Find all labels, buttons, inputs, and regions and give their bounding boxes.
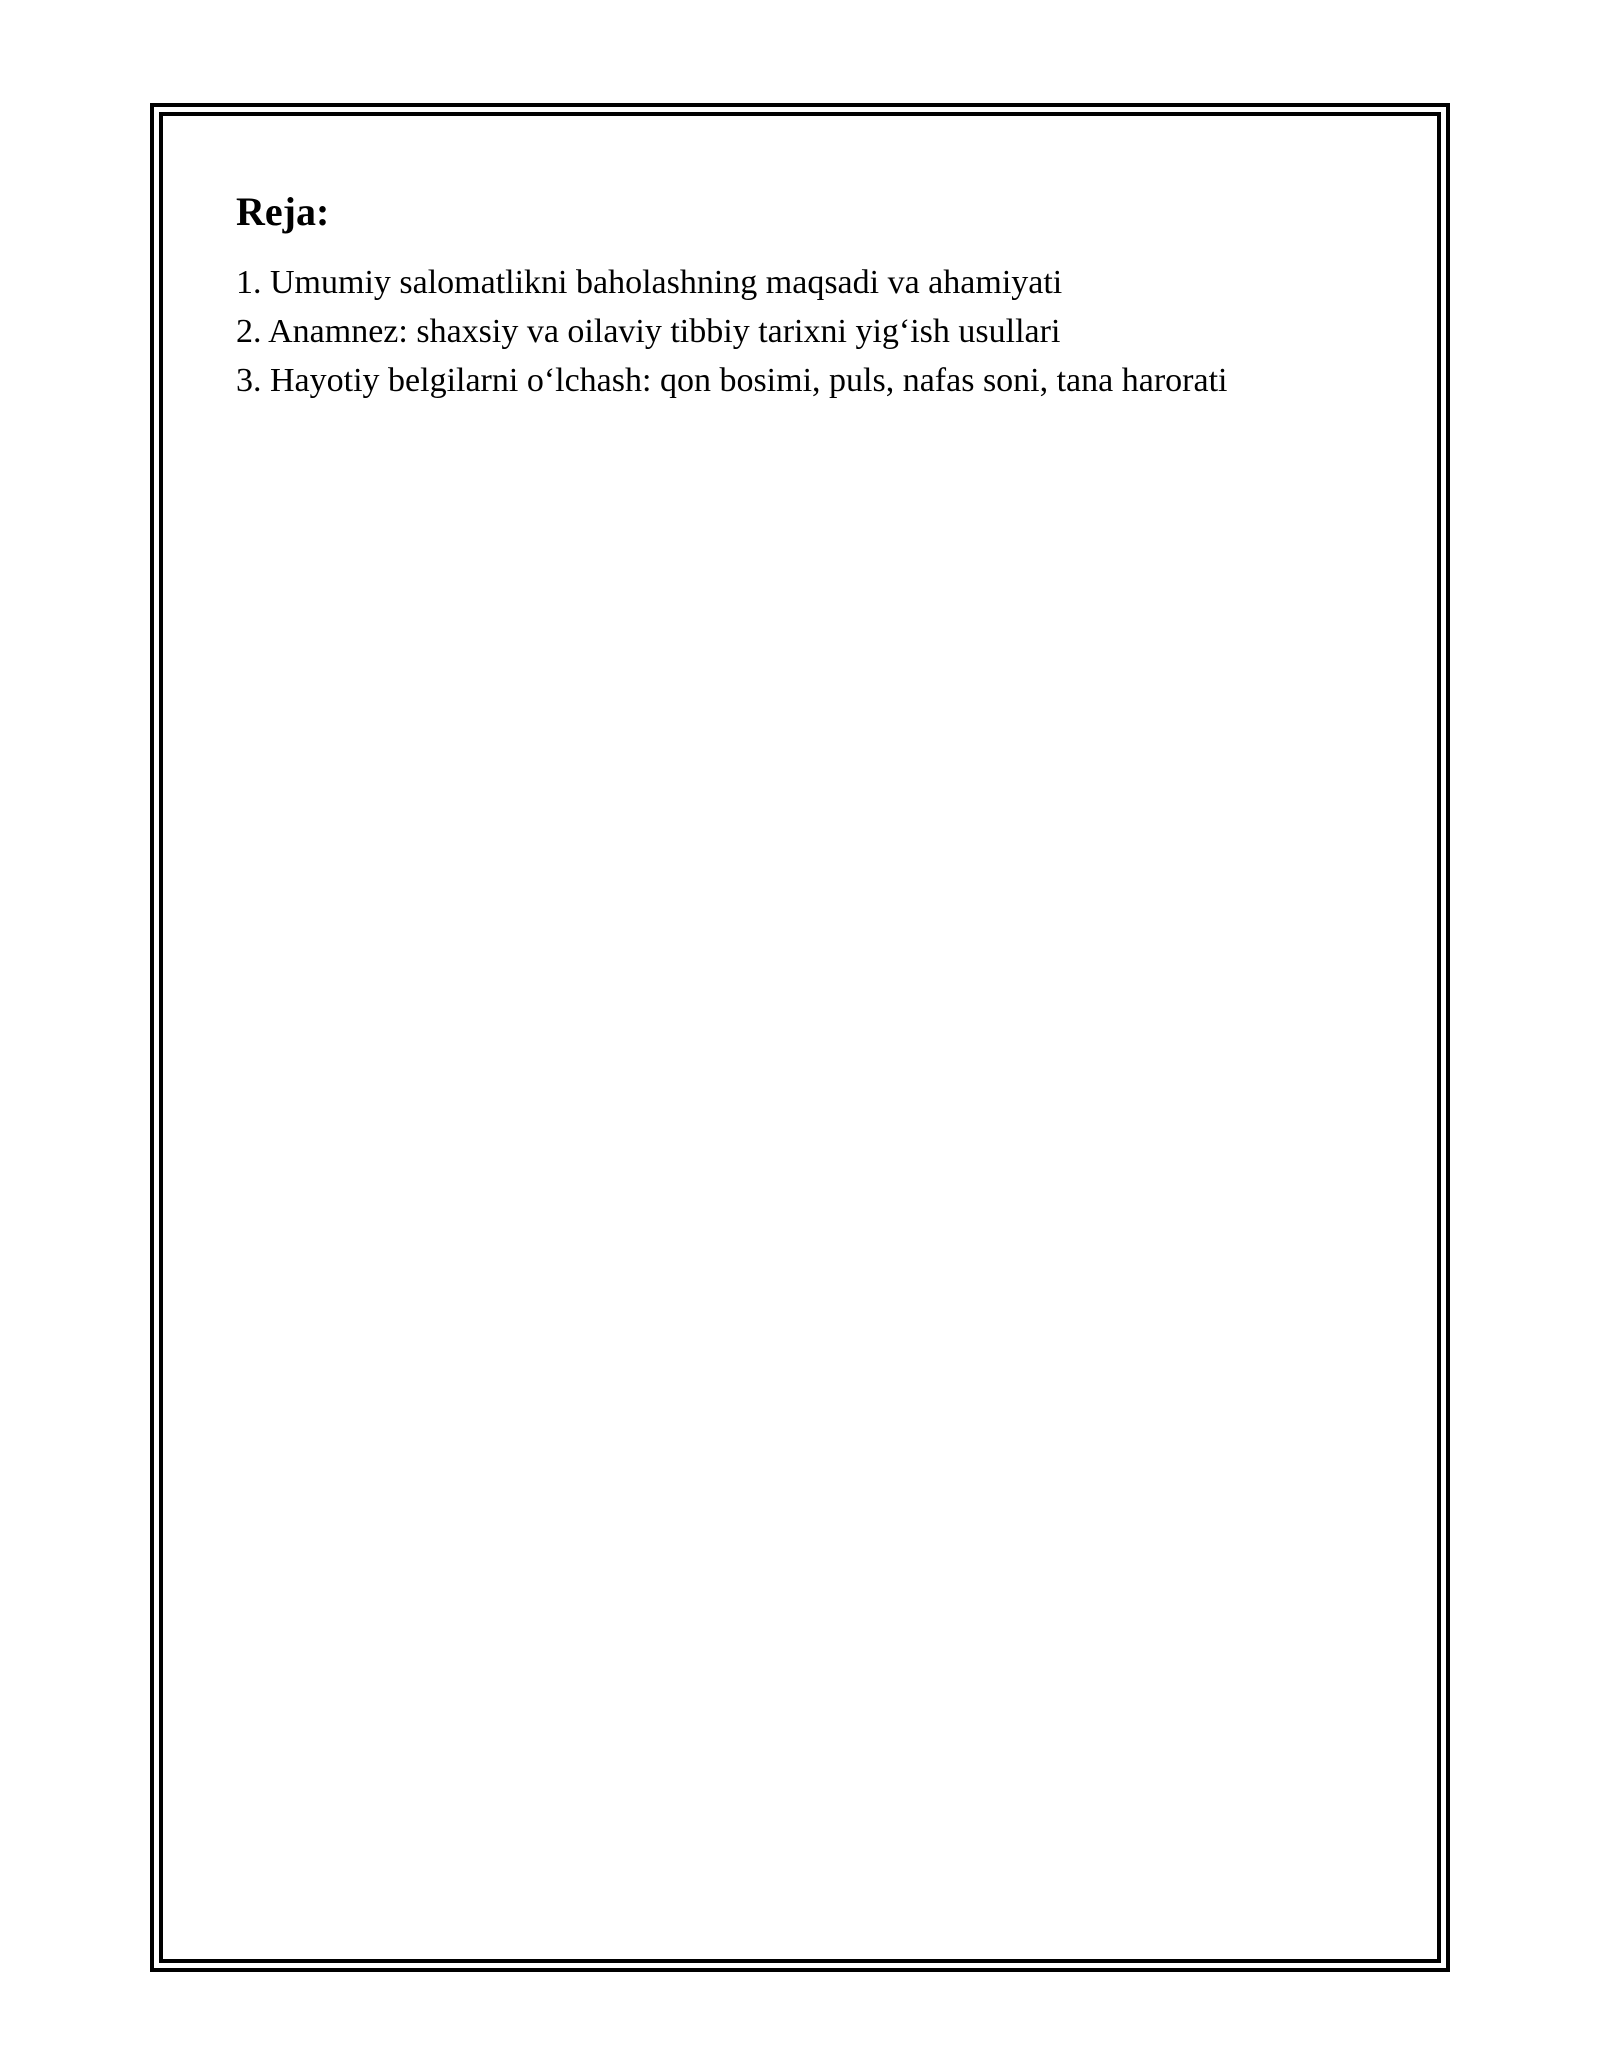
plan-item-1: 1. Umumiy salomatlikni baholashning maqsadi va ahamiyati bbox=[236, 264, 1063, 301]
plan-item-3: 3. Hayotiy belgilarni o‘lchash: qon bosimi, puls, nafas soni, tana harorati bbox=[236, 362, 1228, 399]
plan-heading: Reja: bbox=[236, 189, 330, 234]
page-content bbox=[236, 188, 1386, 405]
plan-item-2: 2. Anamnez: shaxsiy va oilaviy tibbiy tarixni yig‘ish usullari bbox=[236, 313, 1061, 350]
plan-list bbox=[236, 258, 1386, 405]
